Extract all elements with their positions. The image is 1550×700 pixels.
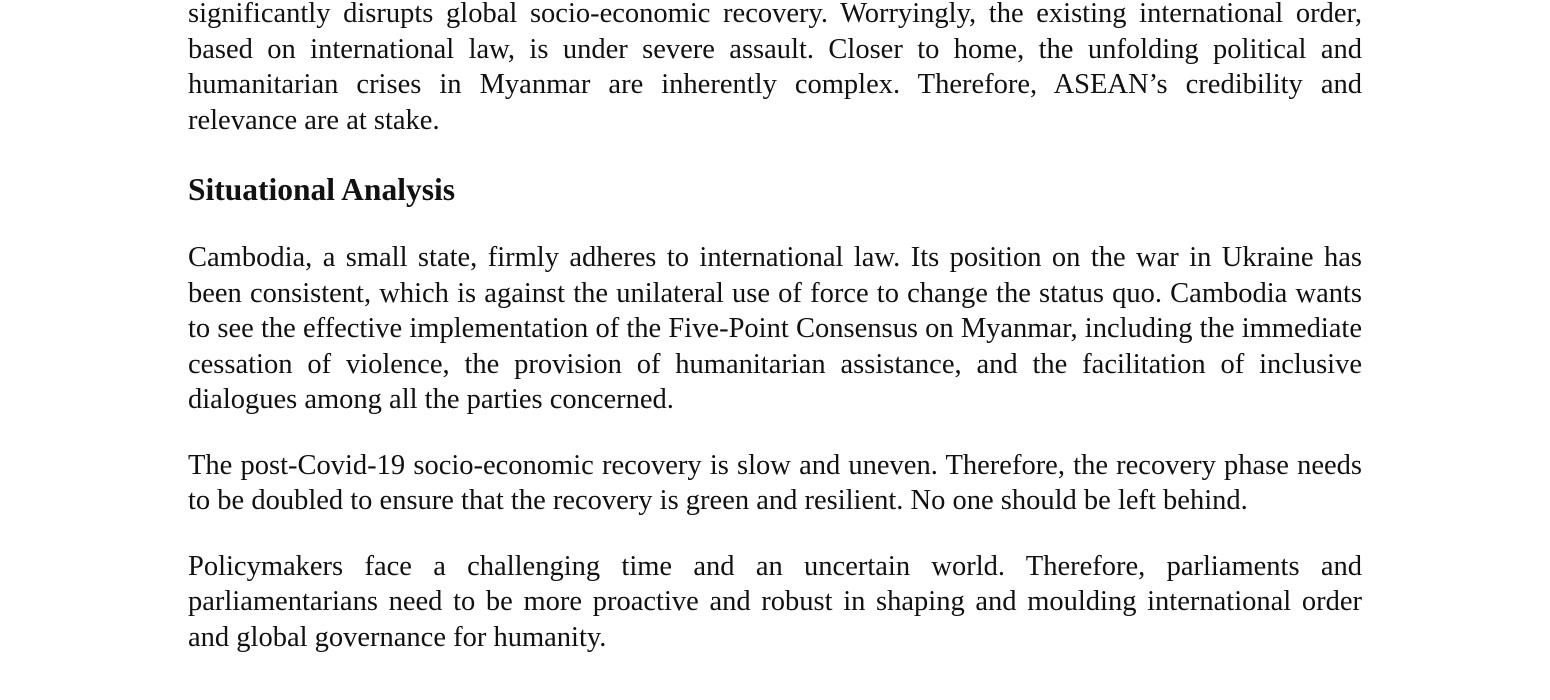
spacer [188, 138, 1362, 170]
paragraph-cambodia-position: Cambodia, a small state, firmly adheres to international law. Its position on the war in Ukraine has been consistent, which is against the unilateral use of force to change the status quo. Cambodia wants to see the effective implementation of the Five-Point Consensus on Myanmar, including the immediate cessation of violence, the provision of humanitarian assistance, and the facilitation of inclusive dialogues among all the parties concerned. [188, 242, 1362, 415]
paragraph-policymakers: Policymakers face a challenging time and an uncertain world. Therefore, parliaments and parliamentarians need to be more proactive and robust in shaping and moulding international order and global governance for humanity. [188, 550, 1362, 653]
spacer [188, 418, 1362, 448]
section-heading: Situational Analysis [188, 172, 455, 207]
intro-paragraph: significantly disrupts global socio-economic recovery. Worryingly, the existing international order, based on international law, is under severe assault. Closer to home, the unfolding political and humanitarian crises in Myanmar are inherently complex. Therefore, ASEAN’s credibility and relevance are at stake. [188, 0, 1362, 136]
paragraph-recovery: The post-Covid-19 socio-economic recovery is slow and uneven. Therefore, the recovery phase needs to be doubled to ensure that the recovery is green and resilient. No one should be left behind. [188, 449, 1362, 516]
document-page [188, 0, 1362, 655]
spacer [188, 519, 1362, 549]
spacer [188, 210, 1362, 240]
